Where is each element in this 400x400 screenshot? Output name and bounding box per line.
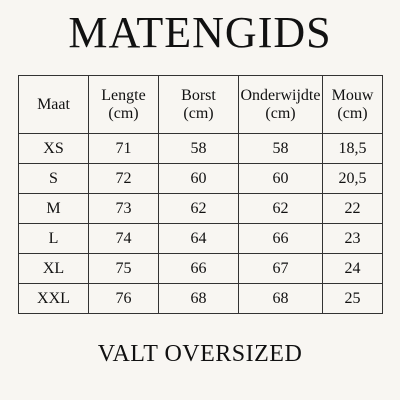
header-unit: (cm) [337,104,368,122]
cell-length: 75 [89,254,159,284]
cell-chest: 64 [159,224,239,254]
cell-size: M [19,194,89,224]
fit-note: VALT OVERSIZED [97,341,303,367]
header-label: Lengte [101,86,146,104]
header-label: Maat [37,95,70,113]
table-row [19,194,383,224]
header-sleeve [323,76,383,134]
header-label: Onderwijdte [240,86,321,104]
cell-size: XL [19,254,89,284]
header-unit: (cm) [265,104,296,122]
header-unit: (cm) [108,104,139,122]
cell-chest: 58 [159,134,239,164]
cell-size: XXL [19,284,89,314]
table-row [19,224,383,254]
cell-sleeve: 20,5 [323,164,383,194]
cell-hem-width: 62 [239,194,323,224]
cell-length: 71 [89,134,159,164]
cell-size: L [19,224,89,254]
cell-sleeve: 18,5 [323,134,383,164]
table-row [19,164,383,194]
header-label: Borst [181,86,216,104]
cell-hem-width: 58 [239,134,323,164]
header-unit: (cm) [183,104,214,122]
cell-hem-width: 60 [239,164,323,194]
cell-sleeve: 24 [323,254,383,284]
cell-chest: 62 [159,194,239,224]
cell-length: 74 [89,224,159,254]
cell-sleeve: 25 [323,284,383,314]
cell-chest: 60 [159,164,239,194]
table-header-row [19,76,383,134]
cell-sleeve: 22 [323,194,383,224]
cell-length: 73 [89,194,159,224]
page-title: MATENGIDS [68,8,332,57]
header-label: Mouw [331,86,374,104]
table-row [19,134,383,164]
cell-length: 76 [89,284,159,314]
header-size [19,76,89,134]
cell-size: XS [19,134,89,164]
cell-size: S [19,164,89,194]
header-chest [159,76,239,134]
header-length [89,76,159,134]
table-row [19,284,383,314]
cell-sleeve: 23 [323,224,383,254]
cell-hem-width: 68 [239,284,323,314]
cell-length: 72 [89,164,159,194]
cell-hem-width: 66 [239,224,323,254]
header-hem-width [239,76,323,134]
cell-chest: 68 [159,284,239,314]
cell-chest: 66 [159,254,239,284]
cell-hem-width: 67 [239,254,323,284]
table-row [19,254,383,284]
size-chart-table [18,75,383,314]
